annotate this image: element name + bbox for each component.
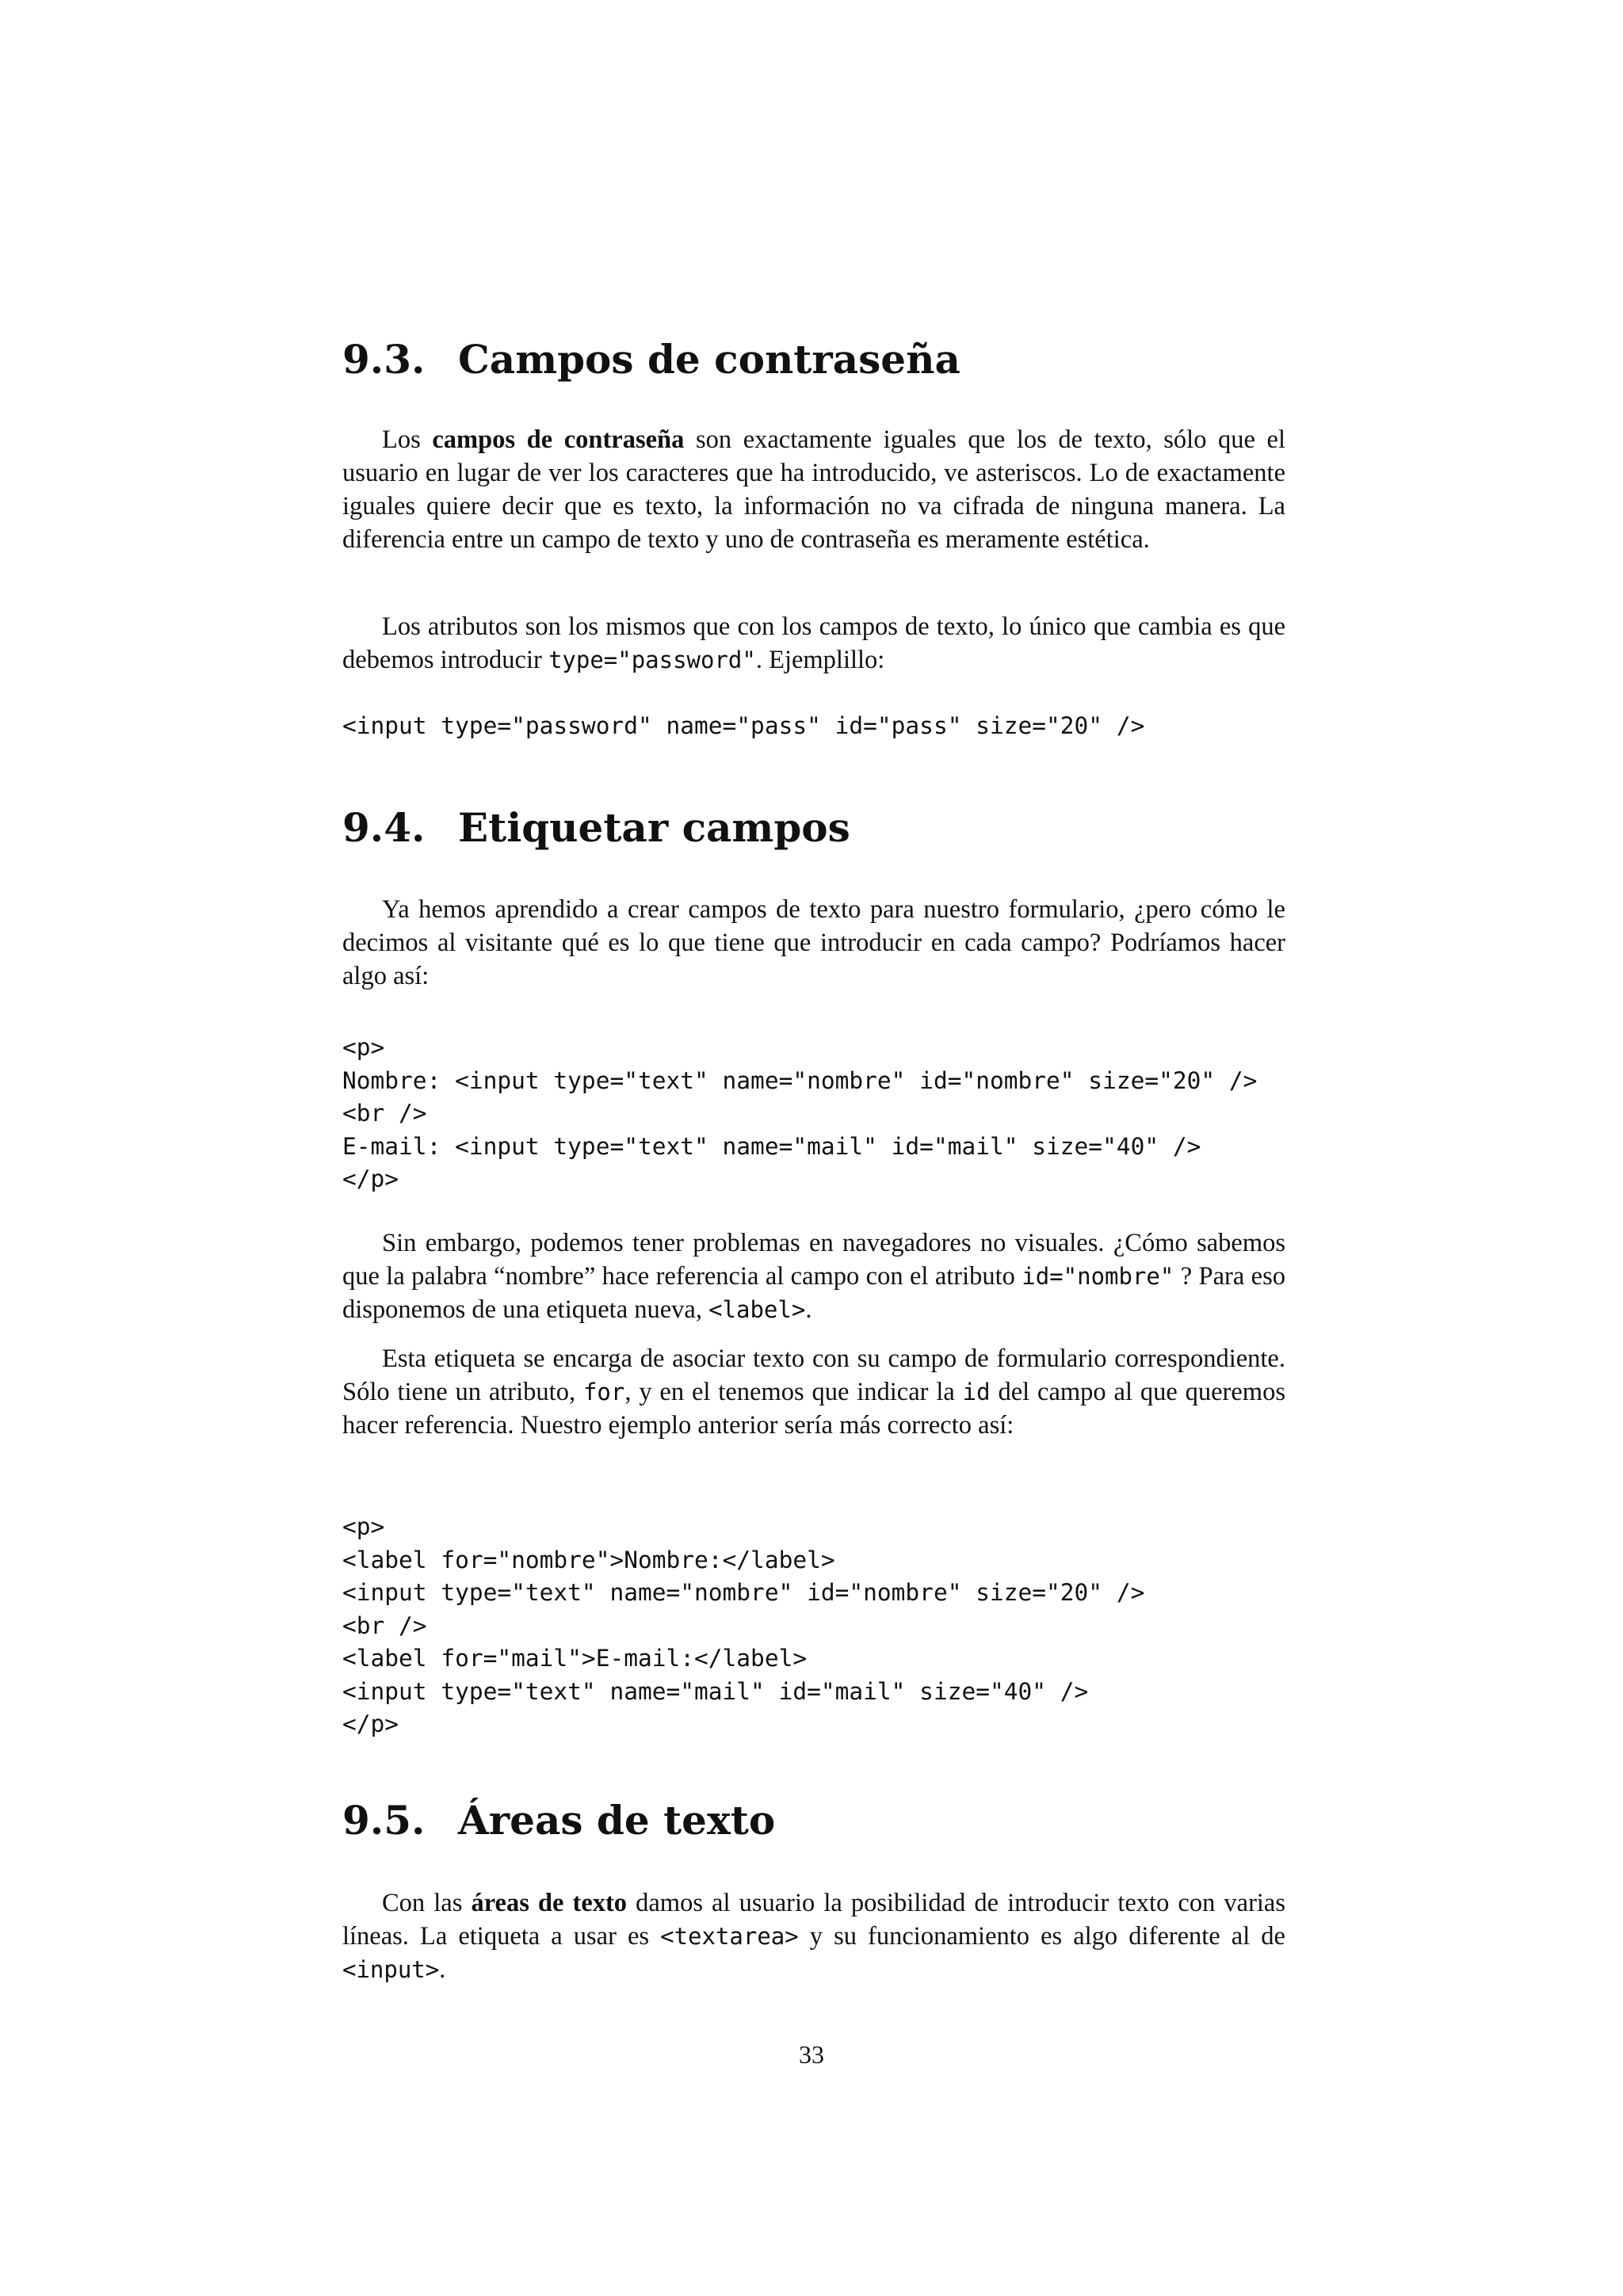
code-block: <p> <label for="nombre">Nombre:</label> <input type="text" name="nombre" id="nombre" size="20" /> <br /> <label for="mail">E-mail:</label> <input type="text" name="mail" id="mail" size="40" /> </p> (342, 1513, 1145, 1737)
text-run: Los atributos son los mismos que con los campos de texto, lo único que cambia es que debemos introducir (342, 612, 1285, 674)
section-title: Áreas de texto (458, 1797, 776, 1844)
paragraph: Ya hemos aprendido a crear campos de texto para nuestro formulario, ¿pero cómo le decimos al visitante qué es lo que tiene que introducir en cada campo? Podríamos hacer algo así: (342, 895, 1285, 990)
text-run: y su funcionamiento es algo diferente al de (798, 1922, 1285, 1951)
text-run: Esta etiqueta se encarga de asociar texto con su campo de formulario correspondiente. Sólo tiene un atributo, (342, 1344, 1285, 1406)
bold-term: campos de contraseña (432, 425, 685, 454)
inline-code: <label> (708, 1296, 806, 1323)
bold-term: áreas de texto (471, 1889, 628, 1917)
inline-code: <textarea> (660, 1923, 799, 1950)
text-run: ? Para eso disponemos de una etiqueta nueva, (342, 1262, 1286, 1324)
section-title: Campos de contraseña (458, 336, 960, 383)
section-number: 9.3. (342, 336, 426, 383)
inline-code: type="password" (548, 646, 756, 673)
paragraph (342, 610, 1285, 677)
section-heading-9-4 (342, 804, 850, 852)
text-run: Con las (382, 1889, 472, 1917)
text-run: , y en el tenemos que indicar la (624, 1378, 963, 1406)
code-block: <input type="password" name="pass" id="pass" size="20" /> (342, 712, 1145, 739)
section-heading-9-3 (342, 336, 960, 383)
text-run: Sin embargo, podemos tener problemas en navegadores no visuales. ¿Cómo sabemos que la palabra “nombre” hace referencia al campo con el atributo (342, 1229, 1285, 1291)
paragraph (342, 1226, 1285, 1326)
paragraph (342, 1886, 1285, 1986)
section-number: 9.5. (342, 1797, 426, 1844)
text-run: Los (382, 425, 433, 454)
text-run: . (439, 1955, 446, 1984)
inline-code: id="nombre" (1022, 1263, 1174, 1290)
section-heading-9-5 (342, 1797, 775, 1844)
inline-code: id (962, 1379, 991, 1405)
section-number: 9.4. (342, 804, 426, 851)
paragraph (342, 423, 1285, 556)
text-run: . Ejemplillo: (755, 646, 885, 674)
section-title: Etiquetar campos (458, 804, 850, 851)
page-number: 33 (799, 2040, 824, 2069)
inline-code: for (582, 1379, 625, 1405)
code-block: <p> Nombre: <input type="text" name="nombre" id="nombre" size="20" /> <br /> E-mail: <input type="text" name="mail" id="mail" size="40" /> </p> (342, 1034, 1258, 1192)
text-run: . (805, 1295, 812, 1324)
paragraph (342, 1342, 1285, 1442)
text-run: son exactamente iguales que los de texto, sólo que el usuario en lugar de ver los caracteres que ha introducido, ve asteriscos. Lo de exactamente iguales quiere decir que es texto, la información no va cifrada de ninguna manera. La diferencia entre un campo de texto y uno de contraseña es meramente estética. (342, 425, 1286, 554)
inline-code: <input> (342, 1956, 440, 1983)
text-run: del campo al que queremos hacer referencia. Nuestro ejemplo anterior sería más correcto así: (342, 1378, 1285, 1440)
text-run: damos al usuario la posibilidad de introducir texto con varias líneas. La etiqueta a usar es (342, 1889, 1285, 1951)
